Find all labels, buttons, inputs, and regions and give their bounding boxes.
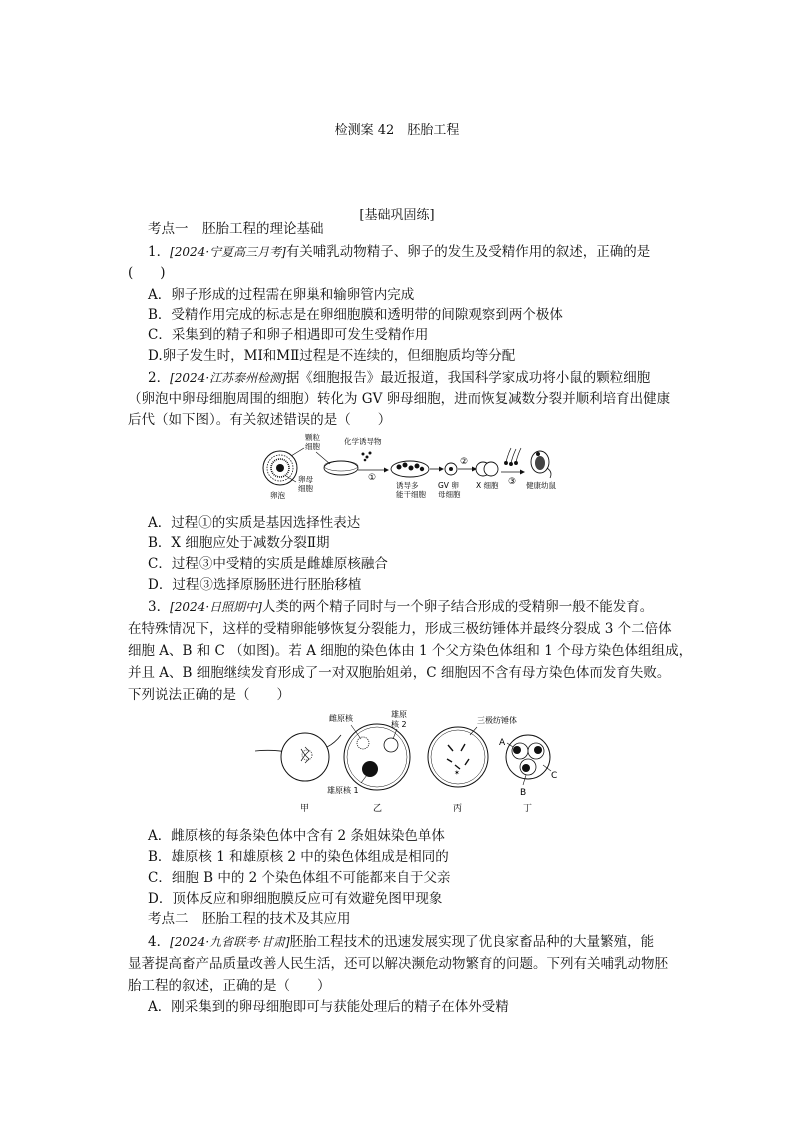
granule-label-2: 细胞 <box>305 442 320 451</box>
question-4-stem-line-3: 胎工程的叙述，正确的是（ ） <box>128 978 331 994</box>
question-1-stem-line-1 <box>148 242 688 262</box>
question-number: 1． <box>148 244 171 260</box>
question-1-stem-line-2: ( ) <box>128 265 166 281</box>
panel-yi-cell <box>344 724 410 790</box>
question-source: [2024·九省联考·甘肃] <box>170 935 290 949</box>
question-source: [2024·日照期中] <box>170 600 262 614</box>
ips-label-1: 诱导多 <box>396 481 419 490</box>
question-2-option-b: B．X 细胞应处于减数分裂Ⅱ期 <box>148 535 330 551</box>
question-1-option-d: D.卵子发生时，MⅠ和MⅡ过程是不连续的，但细胞质均等分配 <box>148 348 516 364</box>
question-3-option-c: C．细胞 B 中的 2 个染色体组不可能都来自于父亲 <box>148 870 451 886</box>
question-3-stem-line-2: 在特殊情况下，这样的受精卵能够恢复分裂能力，形成三极纺锤体并最终分裂成 3 个二倍体 <box>128 621 672 637</box>
page-title: 检测案 42 胚胎工程 <box>334 123 460 138</box>
ips-cell-dish <box>391 461 429 477</box>
cell-a-label: A <box>499 738 506 748</box>
question-3-figure <box>255 707 575 817</box>
chem-inducer-label: 化学诱导物 <box>344 437 382 446</box>
male-nucleus-1-label: 雄原核 1 <box>327 786 359 795</box>
panel-label-bing: 丙 <box>453 804 463 814</box>
question-2-stem-line-1 <box>148 368 688 388</box>
svg-text:✶: ✶ <box>454 769 460 777</box>
question-4-stem-line-1 <box>148 932 688 952</box>
tripolar-spindle-label: 三极纺锤体 <box>477 716 517 725</box>
follicle-label: 卵泡 <box>270 491 285 500</box>
question-2-stem-line-2: （卵泡中卵母细胞周围的细胞）转化为 GV 卵母细胞，进而恢复减数分裂并顺利培育出健康 <box>128 391 671 407</box>
mouse-label: 健康幼鼠 <box>526 481 556 490</box>
cell-c-label: C <box>551 771 558 781</box>
mouse-icon <box>531 451 551 478</box>
question-1-option-c: C．采集到的精子和卵子相遇即可发生受精作用 <box>148 327 429 343</box>
question-4-stem-line-2: 显著提高畜产品质量改善人民生活，还可以解决濒危动物繁育的问题。下列有关哺乳动物胚 <box>128 956 668 972</box>
step-3-label: ③ <box>508 477 517 487</box>
question-1-option-a: A．卵子形成的过程需在卵巢和输卵管内完成 <box>148 287 415 303</box>
question-text: 人类的两个精子同时与一个卵子结合形成的受精卵一般不能发育。 <box>261 599 654 615</box>
panel-ding-cell <box>506 735 550 779</box>
question-source: [2024·江苏泰州检测] <box>170 371 286 385</box>
question-2-option-c: C．过程③中受精的实质是雌雄原核融合 <box>148 556 388 572</box>
ips-label-2: 能干细胞 <box>396 490 426 499</box>
sperm-icons <box>504 448 521 466</box>
cell-b-label: B <box>520 788 527 798</box>
question-2-figure <box>258 432 558 504</box>
panel-jia-cell <box>255 733 341 781</box>
question-3-stem-line-3: 细胞 A、B 和 C （如图)。若 A 细胞的染色体由 1 个父方染色体组和 1 个母方染色体组组成， <box>128 643 693 659</box>
chemical-dots <box>362 452 372 462</box>
panel-label-jia: 甲 <box>300 804 310 814</box>
section-heading-1: 考点一 胚胎工程的理论基础 <box>148 221 324 237</box>
question-text: 据《细胞报告》最近报道，我国科学家成功将小鼠的颗粒细胞 <box>285 370 651 386</box>
question-number: 4． <box>148 934 171 950</box>
question-3-stem-line-4: 并且 A、B 细胞继续发育形成了一对双胞胎姐弟，C 细胞因不含有母方染色体而发育失败。 <box>128 665 671 681</box>
male-nucleus-2-label-a: 雄原 <box>391 710 407 719</box>
question-number: 2． <box>148 370 171 386</box>
female-nucleus-label: 雌原核 <box>329 714 353 723</box>
question-3-stem-line-5: 下列说法正确的是（ ） <box>128 687 290 703</box>
question-3-option-a: A．雌原核的每条染色体中含有 2 条姐妹染色单体 <box>148 828 445 844</box>
step-2-label: ② <box>460 457 469 467</box>
panel-bing-cell <box>428 727 488 787</box>
panel-label-ding: 丁 <box>523 804 533 814</box>
step-1-label: ① <box>368 473 377 483</box>
panel-label-yi: 乙 <box>373 804 383 814</box>
x-cell-label: X 细胞 <box>476 481 499 490</box>
question-text: 胚胎工程技术的迅速发展实现了优良家畜品种的大量繁殖，能 <box>289 934 655 950</box>
question-2-option-a: A．过程①的实质是基因选择性表达 <box>148 515 361 531</box>
question-source: [2024·宁夏高三月考] <box>170 245 286 259</box>
question-text: 有关哺乳动物精子、卵子的发生及受精作用的叙述，正确的是 <box>285 244 651 260</box>
gv-label-2: 母细胞 <box>438 490 461 499</box>
question-2-option-d: D．过程③选择原肠胚进行胚胎移植 <box>148 577 362 593</box>
question-2-stem-line-3: 后代（如下图）。有关叙述错误的是（ ） <box>128 412 392 428</box>
granule-label-1: 颗粒 <box>305 433 320 442</box>
question-1-option-b: B．受精作用完成的标志是在卵细胞膜和透明带的间隙观察到两个极体 <box>148 307 563 323</box>
question-number: 3． <box>148 599 171 615</box>
question-3-option-b: B．雄原核 1 和雄原核 2 中的染色体组成是相同的 <box>148 849 449 865</box>
question-3-option-d: D．顶体反应和卵细胞膜反应可有效避免图甲现象 <box>148 891 443 907</box>
gv-label-1: GV 卵 <box>438 481 459 490</box>
section-heading-2: 考点二 胚胎工程的技术及其应用 <box>148 911 351 927</box>
gv-oocyte <box>445 463 457 475</box>
question-4-option-a: A．刚采集到的卵母细胞即可与获能处理后的精子在体外受精 <box>148 999 509 1015</box>
oocyte-label-1: 卵母 <box>298 475 313 484</box>
oocyte-label-2: 细胞 <box>298 484 313 493</box>
male-nucleus-2-label-b: 核 2 <box>391 720 407 729</box>
page-subtitle: [基础巩固练] <box>359 208 435 223</box>
question-3-stem-line-1 <box>148 597 688 617</box>
x-cells <box>476 462 498 476</box>
